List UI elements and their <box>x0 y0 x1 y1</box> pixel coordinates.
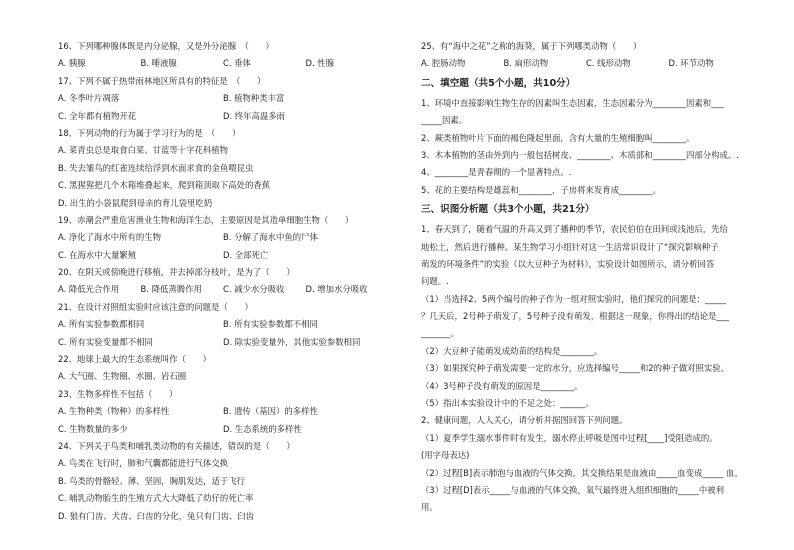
analysis-line-4: 问题。. <box>421 276 449 287</box>
q25-stem: 25、有“海中之花”之称的海葵，属于下列哪类动物（ ） <box>421 41 642 51</box>
q20-stem: 20、在阴天或傍晚进行移植，并去掉部分枝叶，是为了（ ） <box>58 267 295 278</box>
q25-option-c: C. 线形动物 <box>586 58 631 69</box>
q18-stem: 18、下列动物的行为属于学习行为的是 （ ） <box>58 127 241 138</box>
analysis-line-6: ？几天后，2号种子萌发了，5号种子没有萌发，根据这一现象，你得出的结论是___ <box>421 311 729 322</box>
q17-stem: 17、下列不属于热带雨林地区所具有的特征是 （ ） <box>58 75 266 86</box>
q23-option-c: C. 生物数量的多少 <box>58 423 128 434</box>
q18-option-c: C. 黑猩猩把几个木箱堆叠起来，爬到箱顶取下高处的香蕉 <box>58 180 271 191</box>
section-fill-in-title: 二、填空题（共5个小题，共10分） <box>421 77 576 89</box>
q25-option-d: D. 环节动物 <box>668 58 714 69</box>
analysis-line-17: 用。 <box>421 502 438 513</box>
analysis-line-13: （1）夏季学生溺水事件时有发生，溺水停止呼吸是图中过程[____]受阻造成的。 <box>421 432 718 443</box>
q21-option-c: C. 所有实验变量都不相同 <box>58 336 153 347</box>
q24-option-d: D. 狼有门齿、犬齿、臼齿的分化，兔只有门齿、臼齿 <box>58 510 255 521</box>
q20-option-d: D. 增加水分吸收 <box>305 284 368 295</box>
q19-option-b: B. 分解了海水中鱼的尸体 <box>223 232 318 243</box>
q20-option-b: B. 降低蒸腾作用 <box>140 284 202 295</box>
analysis-line-14: (用字母表达) <box>421 450 470 461</box>
q23-option-a: A. 生物种类（物种）的多样性 <box>58 406 170 417</box>
q16-stem: 16、下列哪种腺体既是内分泌腺，又是外分泌腺 （ ） <box>58 41 274 51</box>
q21-options-row1 <box>58 316 388 333</box>
analysis-line-7: _______。 <box>421 328 459 339</box>
analysis-line-11: （5）指出本实验设计中的不足之处：______。 <box>421 398 594 409</box>
q24-option-b: B. 鸟类的骨骼轻、薄、坚固，胸肌发达，适于飞行 <box>58 475 245 486</box>
q25-option-b: B. 扁形动物 <box>503 58 549 69</box>
analysis-line-3: 萌发的环境条件”的实验（以大豆种子为材料），实验设计如图所示，请分析回答 <box>421 258 715 269</box>
analysis-line-5: （1）当选择2、5两个编号的种子作为一组对照实验时，他们探究的问题是：_____ <box>421 293 726 304</box>
q19-options-row1 <box>58 229 388 246</box>
q17-option-b: B. 植物种类丰富 <box>223 93 285 104</box>
q21-option-a: A. 所有实验参数都相同 <box>58 319 145 330</box>
q17-options-row1 <box>58 90 388 107</box>
analysis-line-1: 1、春天到了，随着气温的升高又到了播种的季节，农民伯伯在田间或浅池后，先给 <box>421 224 728 235</box>
q24-stem: 24、下列关于鸟类和哺乳类动物的有关描述，错误的是（ ） <box>58 440 295 451</box>
q18-option-b: B. 失去雏鸟的红雀连续给浮到水面求食的金鱼喂昆虫 <box>58 162 254 173</box>
fill-in-line-4: 3、木本植物的茎由外到内一般包括树皮、________、木质部和________四部分构成。. <box>421 149 739 160</box>
q22-option-a: A. 大气圈、生物圈、水圈、岩石圈 <box>58 371 187 382</box>
analysis-line-12: 2、健康问题，人人关心，请分析并据图回答下列问题。 <box>421 415 628 426</box>
q20-options <box>58 281 388 298</box>
q21-option-b: B. 所有实验参数都不相同 <box>223 319 318 330</box>
q24-option-c: C. 哺乳动物胎生的生殖方式大大降低了幼仔的死亡率 <box>58 493 254 504</box>
fill-in-line-5: 4、________是青春期的一个显著特点。. <box>421 167 572 178</box>
q19-option-a: A. 净化了海水中所有的生物 <box>58 232 162 243</box>
analysis-line-9: （3）如果探究种子萌发需要一定的水分，应选择编号_____和2的种子做对照实验。 <box>421 363 729 374</box>
q19-stem: 19、赤潮会严重危害渔业生物和海洋生态，主要原因是其造单细胞生物（ ） <box>58 214 354 225</box>
q17-options-row2 <box>58 108 388 125</box>
fill-in-line-2: _____因素。 <box>421 115 468 126</box>
q23-option-b: B. 遗传（基因）的多样性 <box>223 406 318 417</box>
q20-option-c: C. 减少水分吸收 <box>223 284 285 295</box>
q17-option-d: D. 终年高温多雨 <box>223 110 286 121</box>
q21-option-d: D. 除实验变量外，其他实验参数相同 <box>223 336 361 347</box>
analysis-line-16: （3）过程[D]表示_____与血液的气体交换，氧气最终进入组织细胞的_____中被利 <box>421 484 725 495</box>
q17-option-a: A. 冬季叶片凋落 <box>58 93 120 104</box>
analysis-line-2: 地松土，然后进行播种。某生物学习小组针对这一生活常识设计了“探究影响种子 <box>421 241 719 252</box>
q23-stem: 23、生物多样性不包括（ ） <box>58 388 178 399</box>
q19-option-d: D. 全部死亡 <box>223 249 269 260</box>
q17-option-c: C. 全年都有植物开花 <box>58 110 137 121</box>
fill-in-line-1: 1、环境中直接影响生物生存的因素叫生态因素，生态因素分为________因素和___ <box>421 97 724 108</box>
q24-option-a: A. 鸟类在飞行时，肺和气囊都能进行气体交换 <box>58 458 229 469</box>
q22-stem: 22、地球上最大的生态系统叫作（ ） <box>58 354 212 365</box>
q20-option-a: A. 降低光合作用 <box>58 284 120 295</box>
left-column <box>58 38 388 525</box>
q19-option-c: C. 在海水中大量繁殖 <box>58 249 137 260</box>
q23-options-row2 <box>58 421 388 438</box>
analysis-line-15: （2）过程[B]表示肺泡与血液的气体交换，其交换结果是血液由_____血变成_____ 血。 <box>421 467 743 478</box>
fill-in-line-6: 5、花的主要结构是雄蕊和________，子房将来发育成________。 <box>421 184 661 195</box>
q16-option-a: A. 胰腺 <box>58 58 86 69</box>
q16-option-c: C. 垂体 <box>223 58 251 69</box>
q18-option-a: A. 菜青虫总是取食白菜、甘蓝等十字花科植物 <box>58 145 229 156</box>
analysis-line-10: （4）3号种子没有萌发的原因是________。 <box>421 380 583 391</box>
q25-options <box>421 55 751 72</box>
q23-options-row1 <box>58 403 388 420</box>
fill-in-line-3: 2、蕨类植物叶片下面的褐色隆起里面，含有大量的生殖细胞叫________。 <box>421 132 695 143</box>
q18-option-d: D. 出生的小袋鼠爬到母亲的育儿袋里吃奶 <box>58 197 213 208</box>
q19-options-row2 <box>58 247 388 264</box>
analysis-line-8: （2）大豆种子能萌发成幼苗的结构是________。 <box>421 345 603 356</box>
q16-option-b: B. 唾液腺 <box>140 58 177 69</box>
q21-options-row2 <box>58 334 388 351</box>
right-column <box>421 38 751 517</box>
q25-option-a: A. 腔肠动物 <box>421 58 466 69</box>
q21-stem: 21、在设计对照组实验时应该注意的问题是（ ） <box>58 301 253 312</box>
q23-option-d: D. 生态系统的多样性 <box>223 423 302 434</box>
q16-option-d: D. 性腺 <box>305 58 335 69</box>
q16-options <box>58 55 388 72</box>
section-diagram-analysis-title: 三、识图分析题（共3个小题，共21分） <box>421 204 595 216</box>
